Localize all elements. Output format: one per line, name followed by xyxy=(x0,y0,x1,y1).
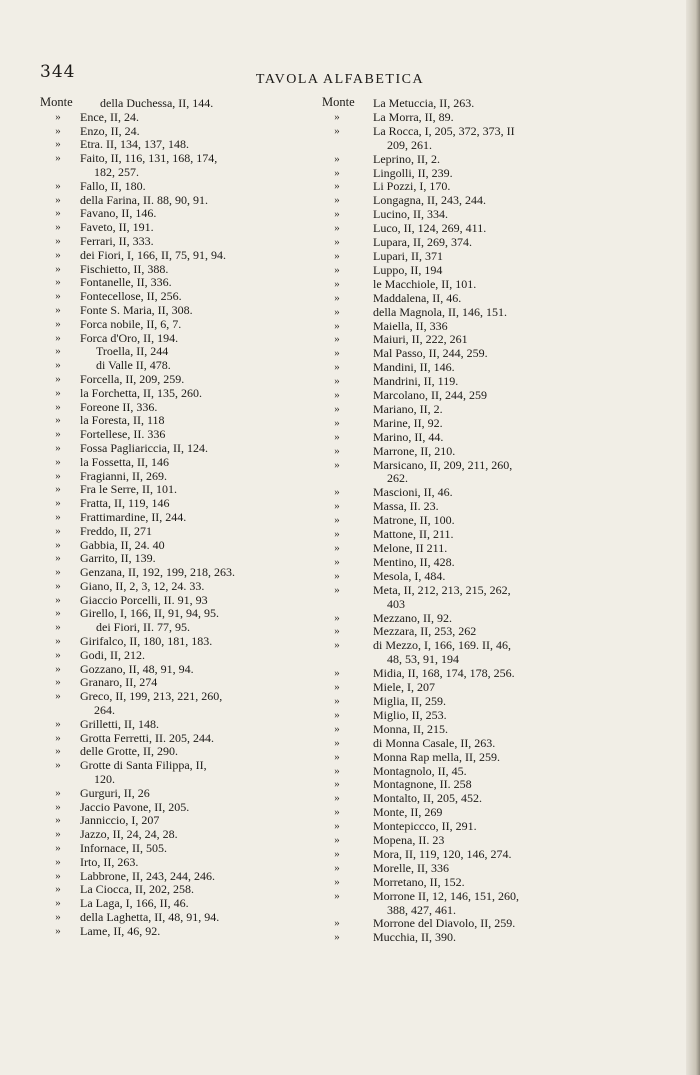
page-number: 344 xyxy=(40,62,76,82)
entry-text: Ferrari, II, 333. xyxy=(80,234,154,248)
index-entry xyxy=(40,138,310,152)
entry-text: Fratta, II, 119, 146 xyxy=(80,497,170,511)
entry-text: Matrone, II, 100. xyxy=(373,514,455,528)
index-entry xyxy=(320,320,685,334)
index-entry xyxy=(320,125,685,153)
index-entry xyxy=(320,834,685,848)
index-entry xyxy=(40,442,310,456)
index-entry xyxy=(40,870,310,884)
index-entry xyxy=(40,925,310,939)
entry-text: Giaccio Porcelli, II. 91, 93 xyxy=(80,593,208,607)
index-entry xyxy=(320,417,685,431)
index-entry xyxy=(40,373,310,387)
index-entry xyxy=(40,235,310,249)
entry-text: Morrone II, 12, 146, 151, 260, xyxy=(373,889,519,903)
entry-text: Greco, II, 199, 213, 221, 260, xyxy=(80,690,223,704)
index-entry xyxy=(320,612,685,626)
index-entry xyxy=(320,445,685,459)
index-entry xyxy=(40,428,310,442)
index-entry xyxy=(320,486,685,500)
index-entry xyxy=(320,153,685,167)
index-entry xyxy=(320,431,685,445)
entry-text: Fragianni, II, 269. xyxy=(80,469,167,483)
index-entry xyxy=(40,401,310,415)
index-entry xyxy=(320,806,685,820)
entry-text: La Morra, II, 89. xyxy=(373,110,454,124)
index-entry xyxy=(40,787,310,801)
entry-text: Miglia, II, 259. xyxy=(373,694,446,708)
entry-text: della Farina, II. 88, 90, 91. xyxy=(80,193,208,207)
entry-text: Mariano, II, 2. xyxy=(373,402,443,416)
entry-text: Gurguri, II, 26 xyxy=(80,786,150,800)
entry-text: Marsicano, II, 209, 211, 260, xyxy=(373,458,513,472)
entry-text: Li Pozzi, I, 170. xyxy=(373,180,451,194)
index-entry xyxy=(320,264,685,278)
entry-continuation: 182, 257. xyxy=(94,164,139,179)
entry-text: Foreone II, 336. xyxy=(80,400,158,414)
index-entry xyxy=(320,584,685,612)
entry-text: Mascioni, II, 46. xyxy=(373,486,453,500)
entry-continuation: 264. xyxy=(94,703,115,718)
entry-text: Longagna, II, 243, 244. xyxy=(373,194,486,208)
index-entry xyxy=(40,842,310,856)
entry-text: di Monna Casale, II, 263. xyxy=(373,736,496,750)
entry-continuation: 48, 53, 91, 194 xyxy=(387,652,459,667)
index-entry xyxy=(320,361,685,375)
index-entry xyxy=(40,194,310,208)
index-entry xyxy=(320,695,685,709)
index-entry xyxy=(320,667,685,681)
entry-text: Lupara, II, 269, 374. xyxy=(373,236,472,250)
entry-text: Marino, II, 44. xyxy=(373,430,444,444)
index-entry xyxy=(320,848,685,862)
index-entry xyxy=(320,514,685,528)
index-entry xyxy=(40,359,310,373)
index-entry xyxy=(40,635,310,649)
entry-text: La Metuccia, II, 263. xyxy=(373,97,475,110)
entry-text: La Laga, I, 166, II, 46. xyxy=(80,897,189,911)
entry-text: Fischietto, II, 388. xyxy=(80,262,169,276)
index-entry xyxy=(40,856,310,870)
index-entry xyxy=(320,333,685,347)
index-entry xyxy=(320,403,685,417)
index-entry xyxy=(40,663,310,677)
entry-text: la Foresta, II, 118 xyxy=(80,414,165,428)
entry-text: Maddalena, II, 46. xyxy=(373,291,462,305)
entry-text: Midia, II, 168, 174, 178, 256. xyxy=(373,667,515,681)
entry-text: Montalto, II, 205, 452. xyxy=(373,792,482,806)
entry-text: le Macchiole, II, 101. xyxy=(373,277,477,291)
column-head: Monte xyxy=(322,95,355,109)
index-entry xyxy=(40,580,310,594)
index-entry xyxy=(40,345,310,359)
entry-text: Fallo, II, 180. xyxy=(80,179,146,193)
entry-text: La Rocca, I, 205, 372, 373, II xyxy=(373,124,515,138)
entry-text: Janniccio, I, 207 xyxy=(80,814,160,828)
entry-text: Frattimardine, II, 244. xyxy=(80,510,187,524)
index-entry xyxy=(40,539,310,553)
entry-text: Infornace, II, 505. xyxy=(80,842,167,856)
entry-text: della Duchessa, II, 144. xyxy=(100,97,214,110)
entry-text: Marrone, II, 210. xyxy=(373,444,456,458)
index-entry xyxy=(40,304,310,318)
index-entry xyxy=(320,917,685,931)
index-entry xyxy=(320,639,685,667)
entry-text: Grotta Ferretti, II. 205, 244. xyxy=(80,731,214,745)
entry-text: Meta, II, 212, 213, 215, 262, xyxy=(373,583,511,597)
entry-text: Lucino, II, 334. xyxy=(373,208,448,222)
entry-text: dei Fiori, II. 77, 95. xyxy=(96,621,190,635)
index-entry xyxy=(40,814,310,828)
index-entry xyxy=(40,125,310,139)
index-entry xyxy=(40,732,310,746)
entry-text: Faito, II, 116, 131, 168, 174, xyxy=(80,152,218,166)
index-entry xyxy=(40,290,310,304)
entry-text: la Fossetta, II, 146 xyxy=(80,455,169,469)
entry-text: Mopena, II. 23 xyxy=(373,834,445,848)
entry-text: Fra le Serre, II, 101. xyxy=(80,483,177,497)
index-entry xyxy=(40,456,310,470)
index-entry xyxy=(40,414,310,428)
entry-text: Mandrini, II, 119. xyxy=(373,375,459,389)
index-entry xyxy=(40,566,310,580)
index-entry xyxy=(320,778,685,792)
entry-text: Etra. II, 134, 137, 148. xyxy=(80,138,189,152)
index-entry xyxy=(320,709,685,723)
entry-text: Morrone del Diavolo, II, 259. xyxy=(373,917,516,931)
index-entry xyxy=(40,621,310,635)
entry-text: Lame, II, 46, 92. xyxy=(80,924,161,938)
entry-text: Mora, II, 119, 120, 146, 274. xyxy=(373,847,512,861)
index-entry xyxy=(320,306,685,320)
entry-text: Mezzano, II, 92. xyxy=(373,611,452,625)
entry-text: Fontecellose, II, 256. xyxy=(80,290,182,304)
index-entry xyxy=(40,111,310,125)
entry-text: di Mezzo, I, 166, 169. II, 46, xyxy=(373,639,511,653)
index-entry xyxy=(320,625,685,639)
index-entry xyxy=(320,97,685,111)
entry-text: Granaro, II, 274 xyxy=(80,676,158,690)
column-head: Monte xyxy=(40,95,73,109)
entry-text: Jaccio Pavone, II, 205. xyxy=(80,800,190,814)
index-entry xyxy=(40,470,310,484)
index-entry xyxy=(40,594,310,608)
entry-text: Mucchia, II, 390. xyxy=(373,931,456,945)
index-entry xyxy=(320,347,685,361)
index-entry xyxy=(320,681,685,695)
index-entry xyxy=(40,911,310,925)
index-entry xyxy=(40,318,310,332)
index-entry xyxy=(40,221,310,235)
index-entry xyxy=(40,249,310,263)
entry-text: Godi, II, 212. xyxy=(80,648,145,662)
entry-text: Fonte S. Maria, II, 308. xyxy=(80,303,193,317)
index-entry xyxy=(40,607,310,621)
entry-text: Faveto, II, 191. xyxy=(80,221,154,235)
entry-text: Luppo, II, 194 xyxy=(373,263,443,277)
entry-text: La Ciocca, II, 202, 258. xyxy=(80,883,194,897)
entry-continuation: 209, 261. xyxy=(387,137,432,152)
entry-text: Garrito, II, 139. xyxy=(80,552,156,566)
index-entry xyxy=(320,459,685,487)
index-entry xyxy=(320,751,685,765)
entry-text: Marcolano, II, 244, 259 xyxy=(373,389,487,403)
index-entry xyxy=(320,792,685,806)
entry-text: Mattone, II, 211. xyxy=(373,528,454,542)
index-entry xyxy=(320,542,685,556)
entry-text: Forcella, II, 209, 259. xyxy=(80,372,185,386)
entry-text: Montagnolo, II, 45. xyxy=(373,764,467,778)
entry-text: Morelle, II, 336 xyxy=(373,861,449,875)
index-entry xyxy=(40,207,310,221)
index-entry xyxy=(40,718,310,732)
entry-text: Monna Rap mella, II, 259. xyxy=(373,750,500,764)
index-entry xyxy=(40,801,310,815)
entry-text: Freddo, II, 271 xyxy=(80,524,152,538)
entry-text: Mal Passo, II, 244, 259. xyxy=(373,347,488,361)
index-entry xyxy=(320,500,685,514)
entry-continuation: 120. xyxy=(94,772,115,787)
entry-text: della Magnola, II, 146, 151. xyxy=(373,305,507,319)
index-entry xyxy=(320,556,685,570)
index-entry xyxy=(40,332,310,346)
entry-text: Forca nobile, II, 6, 7. xyxy=(80,317,182,331)
entry-text: Mentino, II, 428. xyxy=(373,555,455,569)
entry-text: di Valle II, 478. xyxy=(96,359,171,373)
entry-text: Troella, II, 244 xyxy=(96,345,169,359)
entry-text: dei Fiori, I, 166, II, 75, 91, 94. xyxy=(80,248,226,262)
entry-text: Melone, II 211. xyxy=(373,542,448,555)
index-entry xyxy=(320,180,685,194)
left-entry-list xyxy=(40,97,310,939)
index-entry xyxy=(40,525,310,539)
entry-text: Lupari, II, 371 xyxy=(373,249,443,263)
entry-text: Fontanelle, II, 336. xyxy=(80,276,172,290)
index-entry xyxy=(320,208,685,222)
index-entry xyxy=(320,820,685,834)
index-entry xyxy=(320,278,685,292)
entry-text: Gozzano, II, 48, 91, 94. xyxy=(80,662,194,676)
index-entry xyxy=(320,250,685,264)
index-entry xyxy=(320,111,685,125)
entry-text: la Forchetta, II, 135, 260. xyxy=(80,386,202,400)
index-entry xyxy=(320,876,685,890)
entry-text: Miglio, II, 253. xyxy=(373,708,447,722)
index-entry xyxy=(40,745,310,759)
index-entry xyxy=(320,737,685,751)
entry-text: Girello, I, 166, II, 91, 94, 95. xyxy=(80,607,219,621)
index-entry xyxy=(40,759,310,787)
index-entry xyxy=(320,862,685,876)
entry-continuation: 403 xyxy=(387,596,405,611)
index-entry xyxy=(40,263,310,277)
entry-text: Favano, II, 146. xyxy=(80,207,157,221)
index-entry xyxy=(40,497,310,511)
index-entry xyxy=(320,890,685,918)
entry-text: Labbrone, II, 243, 244, 246. xyxy=(80,869,215,883)
entry-text: Monna, II, 215. xyxy=(373,722,448,736)
index-entry xyxy=(40,883,310,897)
entry-continuation: 388, 427, 461. xyxy=(387,902,456,917)
entry-text: Girifalco, II, 180, 181, 183. xyxy=(80,635,213,649)
entry-text: Montagnone, II. 258 xyxy=(373,778,472,792)
index-entry xyxy=(40,897,310,911)
index-entry xyxy=(320,222,685,236)
index-entry xyxy=(320,167,685,181)
index-entry xyxy=(40,828,310,842)
entry-text: Morretano, II, 152. xyxy=(373,875,465,889)
index-entry xyxy=(40,276,310,290)
index-entry xyxy=(320,236,685,250)
entry-text: Lingolli, II, 239. xyxy=(373,166,453,180)
entry-text: Massa, II. 23. xyxy=(373,500,439,514)
index-entry xyxy=(40,180,310,194)
page-title: TAVOLA ALFABETICA xyxy=(255,72,425,87)
entry-text: Mandini, II, 146. xyxy=(373,361,455,375)
entry-text: Luco, II, 124, 269, 411. xyxy=(373,222,487,236)
entry-text: Gabbia, II, 24. 40 xyxy=(80,538,165,552)
entry-text: Enzo, II, 24. xyxy=(80,124,140,138)
entry-text: Genzana, II, 192, 199, 218, 263. xyxy=(80,566,235,580)
index-entry xyxy=(320,292,685,306)
index-entry xyxy=(320,375,685,389)
right-entry-list xyxy=(320,97,685,945)
entry-text: della Laghetta, II, 48, 91, 94. xyxy=(80,911,220,925)
entry-text: Montepiccco, II, 291. xyxy=(373,820,477,834)
page-edge xyxy=(686,0,700,1075)
index-entry xyxy=(320,765,685,779)
index-entry xyxy=(320,389,685,403)
entry-text: Forca d'Oro, II, 194. xyxy=(80,331,179,345)
entry-text: Irto, II, 263. xyxy=(80,855,139,869)
entry-text: Mesola, I, 484. xyxy=(373,569,446,583)
entry-text: Fossa Pagliariccia, II, 124. xyxy=(80,441,208,455)
index-entry xyxy=(40,97,310,111)
index-entry xyxy=(40,552,310,566)
index-entry xyxy=(40,483,310,497)
index-entry xyxy=(40,649,310,663)
index-entry xyxy=(320,528,685,542)
entry-text: delle Grotte, II, 290. xyxy=(80,745,178,759)
entry-text: Marine, II, 92. xyxy=(373,416,443,430)
entry-text: Mezzara, II, 253, 262 xyxy=(373,625,477,639)
entry-text: Giano, II, 2, 3, 12, 24. 33. xyxy=(80,579,205,593)
index-entry xyxy=(320,723,685,737)
entry-text: Miele, I, 207 xyxy=(373,681,435,695)
index-entry xyxy=(320,570,685,584)
entry-text: Monte, II, 269 xyxy=(373,806,443,820)
entry-text: Grilletti, II, 148. xyxy=(80,717,159,731)
index-entry xyxy=(320,931,685,945)
entry-continuation: 262. xyxy=(387,471,408,486)
entry-text: Maiella, II, 336 xyxy=(373,319,448,333)
entry-text: Jazzo, II, 24, 24, 28. xyxy=(80,828,178,842)
index-entry xyxy=(40,676,310,690)
entry-text: Leprino, II, 2. xyxy=(373,152,440,166)
index-entry xyxy=(40,152,310,180)
entry-text: Maiuri, II, 222, 261 xyxy=(373,333,468,347)
index-entry xyxy=(320,194,685,208)
index-entry xyxy=(40,387,310,401)
index-entry xyxy=(40,511,310,525)
entry-text: Grotte di Santa Filippa, II, xyxy=(80,759,207,773)
entry-text: Fortellese, II. 336 xyxy=(80,428,166,442)
index-entry xyxy=(40,690,310,718)
entry-text: Ence, II, 24. xyxy=(80,110,139,124)
